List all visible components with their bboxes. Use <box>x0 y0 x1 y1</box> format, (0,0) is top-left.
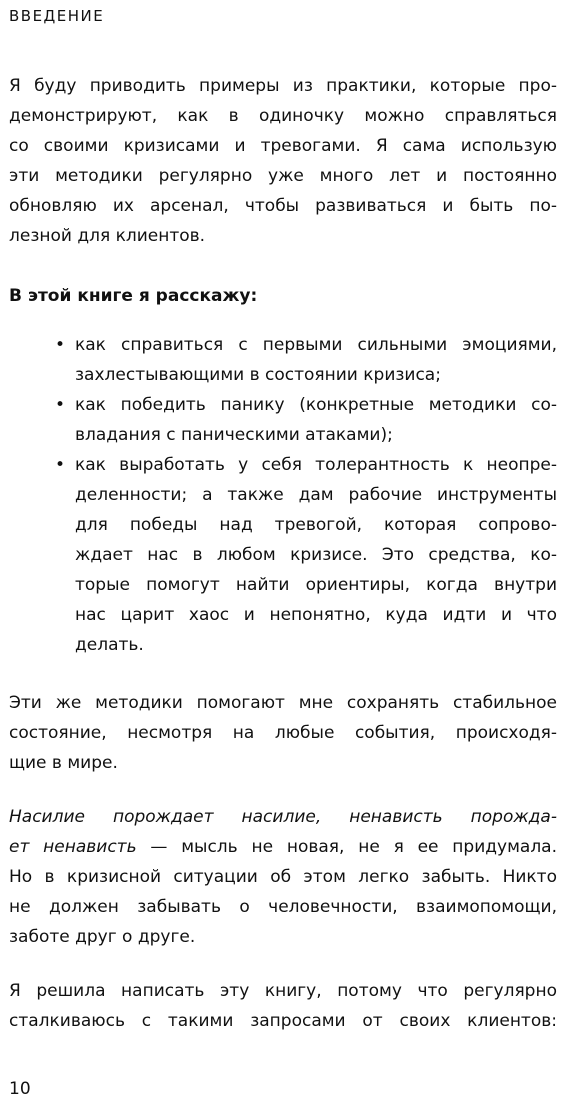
section-heading: В этой книге я расскажу: <box>9 286 258 306</box>
paragraph-reason <box>9 976 557 1036</box>
paragraph-line: лезной для клиентов. <box>9 226 206 246</box>
list-item-line: как выработать у себя толерантность к неопре- <box>75 455 557 475</box>
list-item-line: ждает нас в любом кризисе. Это средства, ко- <box>75 545 557 565</box>
paragraph-violence <box>9 802 557 952</box>
paragraph-line: Я решила написать эту книгу, потому что регулярно <box>9 981 557 1001</box>
list-item-line: как победить панику (конкретные методики со- <box>75 395 557 415</box>
paragraph-line: щие в мире. <box>9 753 118 773</box>
italic-quote: Насилие порождает насилие, ненависть порожда- <box>9 807 557 827</box>
paragraph-line: эти методики регулярно уже много лет и постоянно <box>9 166 557 186</box>
bullet-marker: • <box>54 335 66 355</box>
list-item <box>9 450 557 660</box>
paragraph-line <box>9 802 557 832</box>
paragraph-line: состояние, несмотря на любые события, происходя- <box>9 723 557 743</box>
list-item-line: захлестывающими в состоянии кризиса; <box>75 365 441 385</box>
list-item-line: делать. <box>75 635 144 655</box>
list-item-line: нас царит хаос и непонятно, куда идти и что <box>75 605 557 625</box>
list-item-line: деленности; а также дам рабочие инструменты <box>75 485 557 505</box>
italic-quote: ет ненависть <box>9 837 137 857</box>
paragraph-intro <box>9 71 557 251</box>
paragraph-line: не должен забывать о человечности, взаимопомощи, <box>9 897 557 917</box>
bullet-list <box>9 330 557 660</box>
paragraph-line: Эти же методики помогают мне сохранять стабильное <box>9 693 557 713</box>
list-item-line: для победы над тревогой, которая сопрово- <box>75 515 557 535</box>
paragraph-line <box>9 832 557 862</box>
paragraph-line: обновляю их арсенал, чтобы развиваться и быть по- <box>9 196 557 216</box>
paragraph-line: со своими кризисами и тревогами. Я сама использую <box>9 136 557 156</box>
paragraph-line: сталкиваюсь с такими запросами от своих клиентов: <box>9 1011 557 1031</box>
bullet-marker: • <box>54 455 66 475</box>
list-item <box>9 390 557 450</box>
running-header: ВВЕДЕНИЕ <box>9 7 105 25</box>
paragraph-line: Но в кризисной ситуации об этом легко забыть. Никто <box>9 867 557 887</box>
list-item-line: владания с паническими атаками); <box>75 425 393 445</box>
paragraph-line: заботе друг о друге. <box>9 927 196 947</box>
paragraph-text: — мысль не новая, не я ее придумала. <box>136 837 558 857</box>
paragraph-line: Я буду приводить примеры из практики, которые про- <box>9 76 557 96</box>
bullet-marker: • <box>54 395 66 415</box>
paragraph-line: демонстрируют, как в одиночку можно справляться <box>9 106 557 126</box>
paragraph-methods <box>9 688 557 778</box>
list-item-line: торые помогут найти ориентиры, когда внутри <box>75 575 557 595</box>
list-item-line: как справиться с первыми сильными эмоциями, <box>75 335 557 355</box>
page-number: 10 <box>9 1079 31 1099</box>
list-item <box>9 330 557 390</box>
